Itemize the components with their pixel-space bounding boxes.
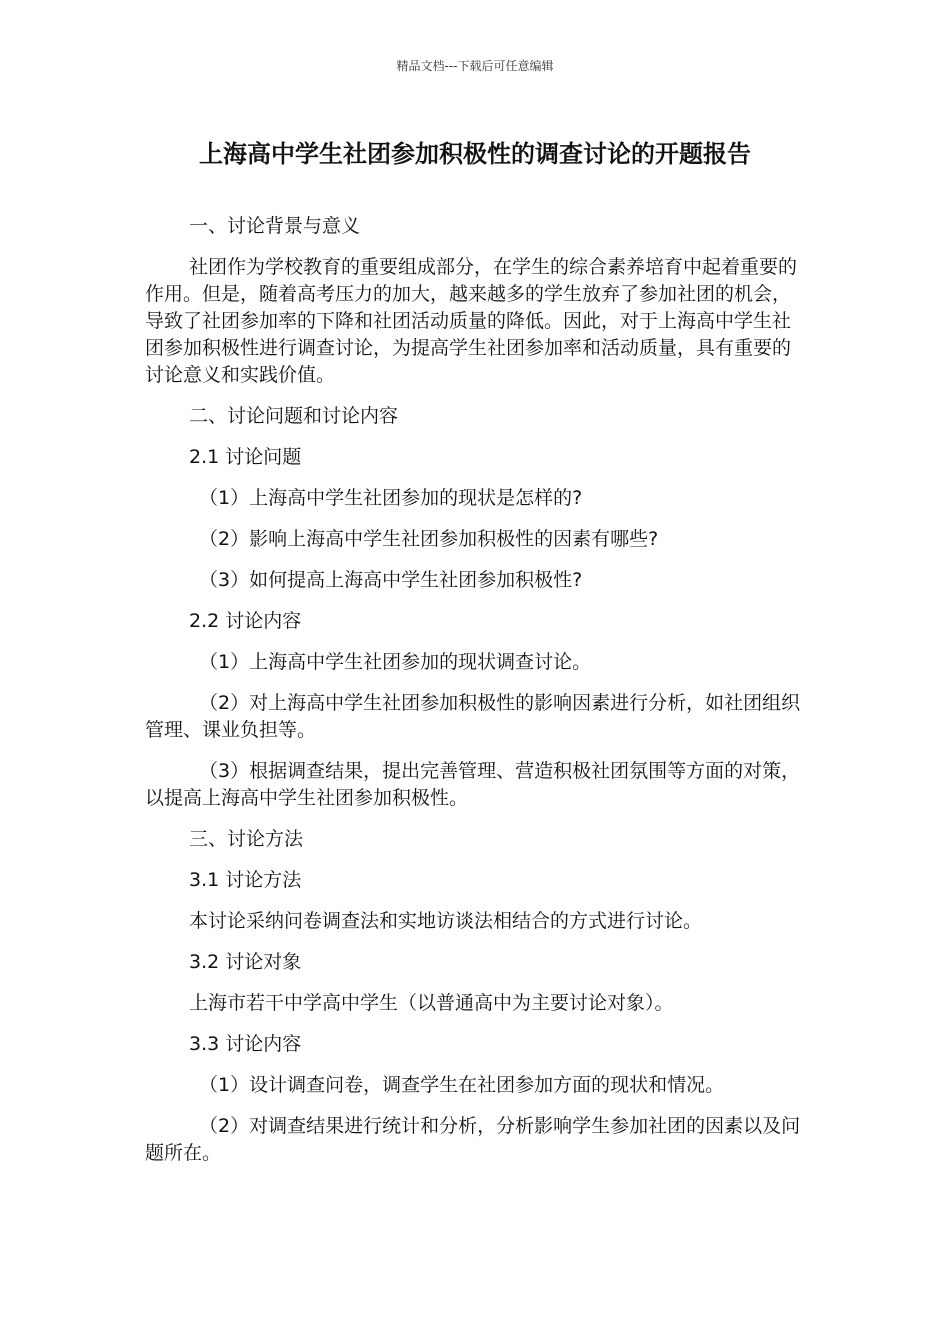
- section-heading-2: 二、讨论问题和讨论内容: [189, 405, 399, 427]
- content-item-2: （2）对上海高中学生社团参加积极性的影响因素进行分析，如社团组织管理、课业负担等。: [145, 692, 801, 741]
- subsection-heading-3-3: 3.3 讨论内容: [189, 1033, 302, 1055]
- section-heading-3: 三、讨论方法: [189, 828, 304, 850]
- question-item-3: （3）如何提高上海高中学生社团参加积极性?: [199, 569, 583, 591]
- subject-paragraph: 上海市若干中学高中学生（以普通高中为主要讨论对象）。: [189, 992, 674, 1014]
- subsection-heading-2-2: 2.2 讨论内容: [189, 610, 302, 632]
- procedure-item-2: （2）对调查结果进行统计和分析，分析影响学生参加社团的因素以及问题所在。: [145, 1115, 801, 1164]
- section-heading-1: 一、讨论背景与意义: [189, 215, 361, 237]
- subsection-heading-3-2: 3.2 讨论对象: [189, 951, 302, 973]
- method-paragraph: 本讨论采纳问卷调查法和实地访谈法相结合的方式进行讨论。: [189, 910, 703, 932]
- subsection-heading-3-1: 3.1 讨论方法: [189, 869, 302, 891]
- document-body: [145, 213, 807, 1181]
- question-item-1: （1）上海高中学生社团参加的现状是怎样的?: [199, 487, 583, 509]
- header-note: 精品文档---下载后可任意编辑: [396, 59, 554, 73]
- procedure-item-1: （1）设计调查问卷，调查学生在社团参加方面的现状和情况。: [199, 1074, 725, 1096]
- content-item-3: （3）根据调查结果，提出完善管理、营造积极社团氛围等方面的对策，以提高上海高中学生社团参加积极性。: [145, 760, 801, 809]
- document-title: 上海高中学生社团参加积极性的调查讨论的开题报告: [199, 140, 751, 168]
- question-item-2: （2）影响上海高中学生社团参加积极性的因素有哪些?: [199, 528, 659, 550]
- content-item-1: （1）上海高中学生社团参加的现状调查讨论。: [199, 651, 592, 673]
- body-paragraph-background: 社团作为学校教育的重要组成部分，在学生的综合素养培育中起着重要的作用。但是，随着高考压力的加大，越来越多的学生放弃了参加社团的机会，导致了社团参加率的下降和社团活动质量的降低。因此，对于上海高中学生社团参加积极性进行调查讨论，为提高学生社团参加率和活动质量，具有重要的讨论意义和实践价值。: [145, 256, 798, 386]
- subsection-heading-2-1: 2.1 讨论问题: [189, 446, 302, 468]
